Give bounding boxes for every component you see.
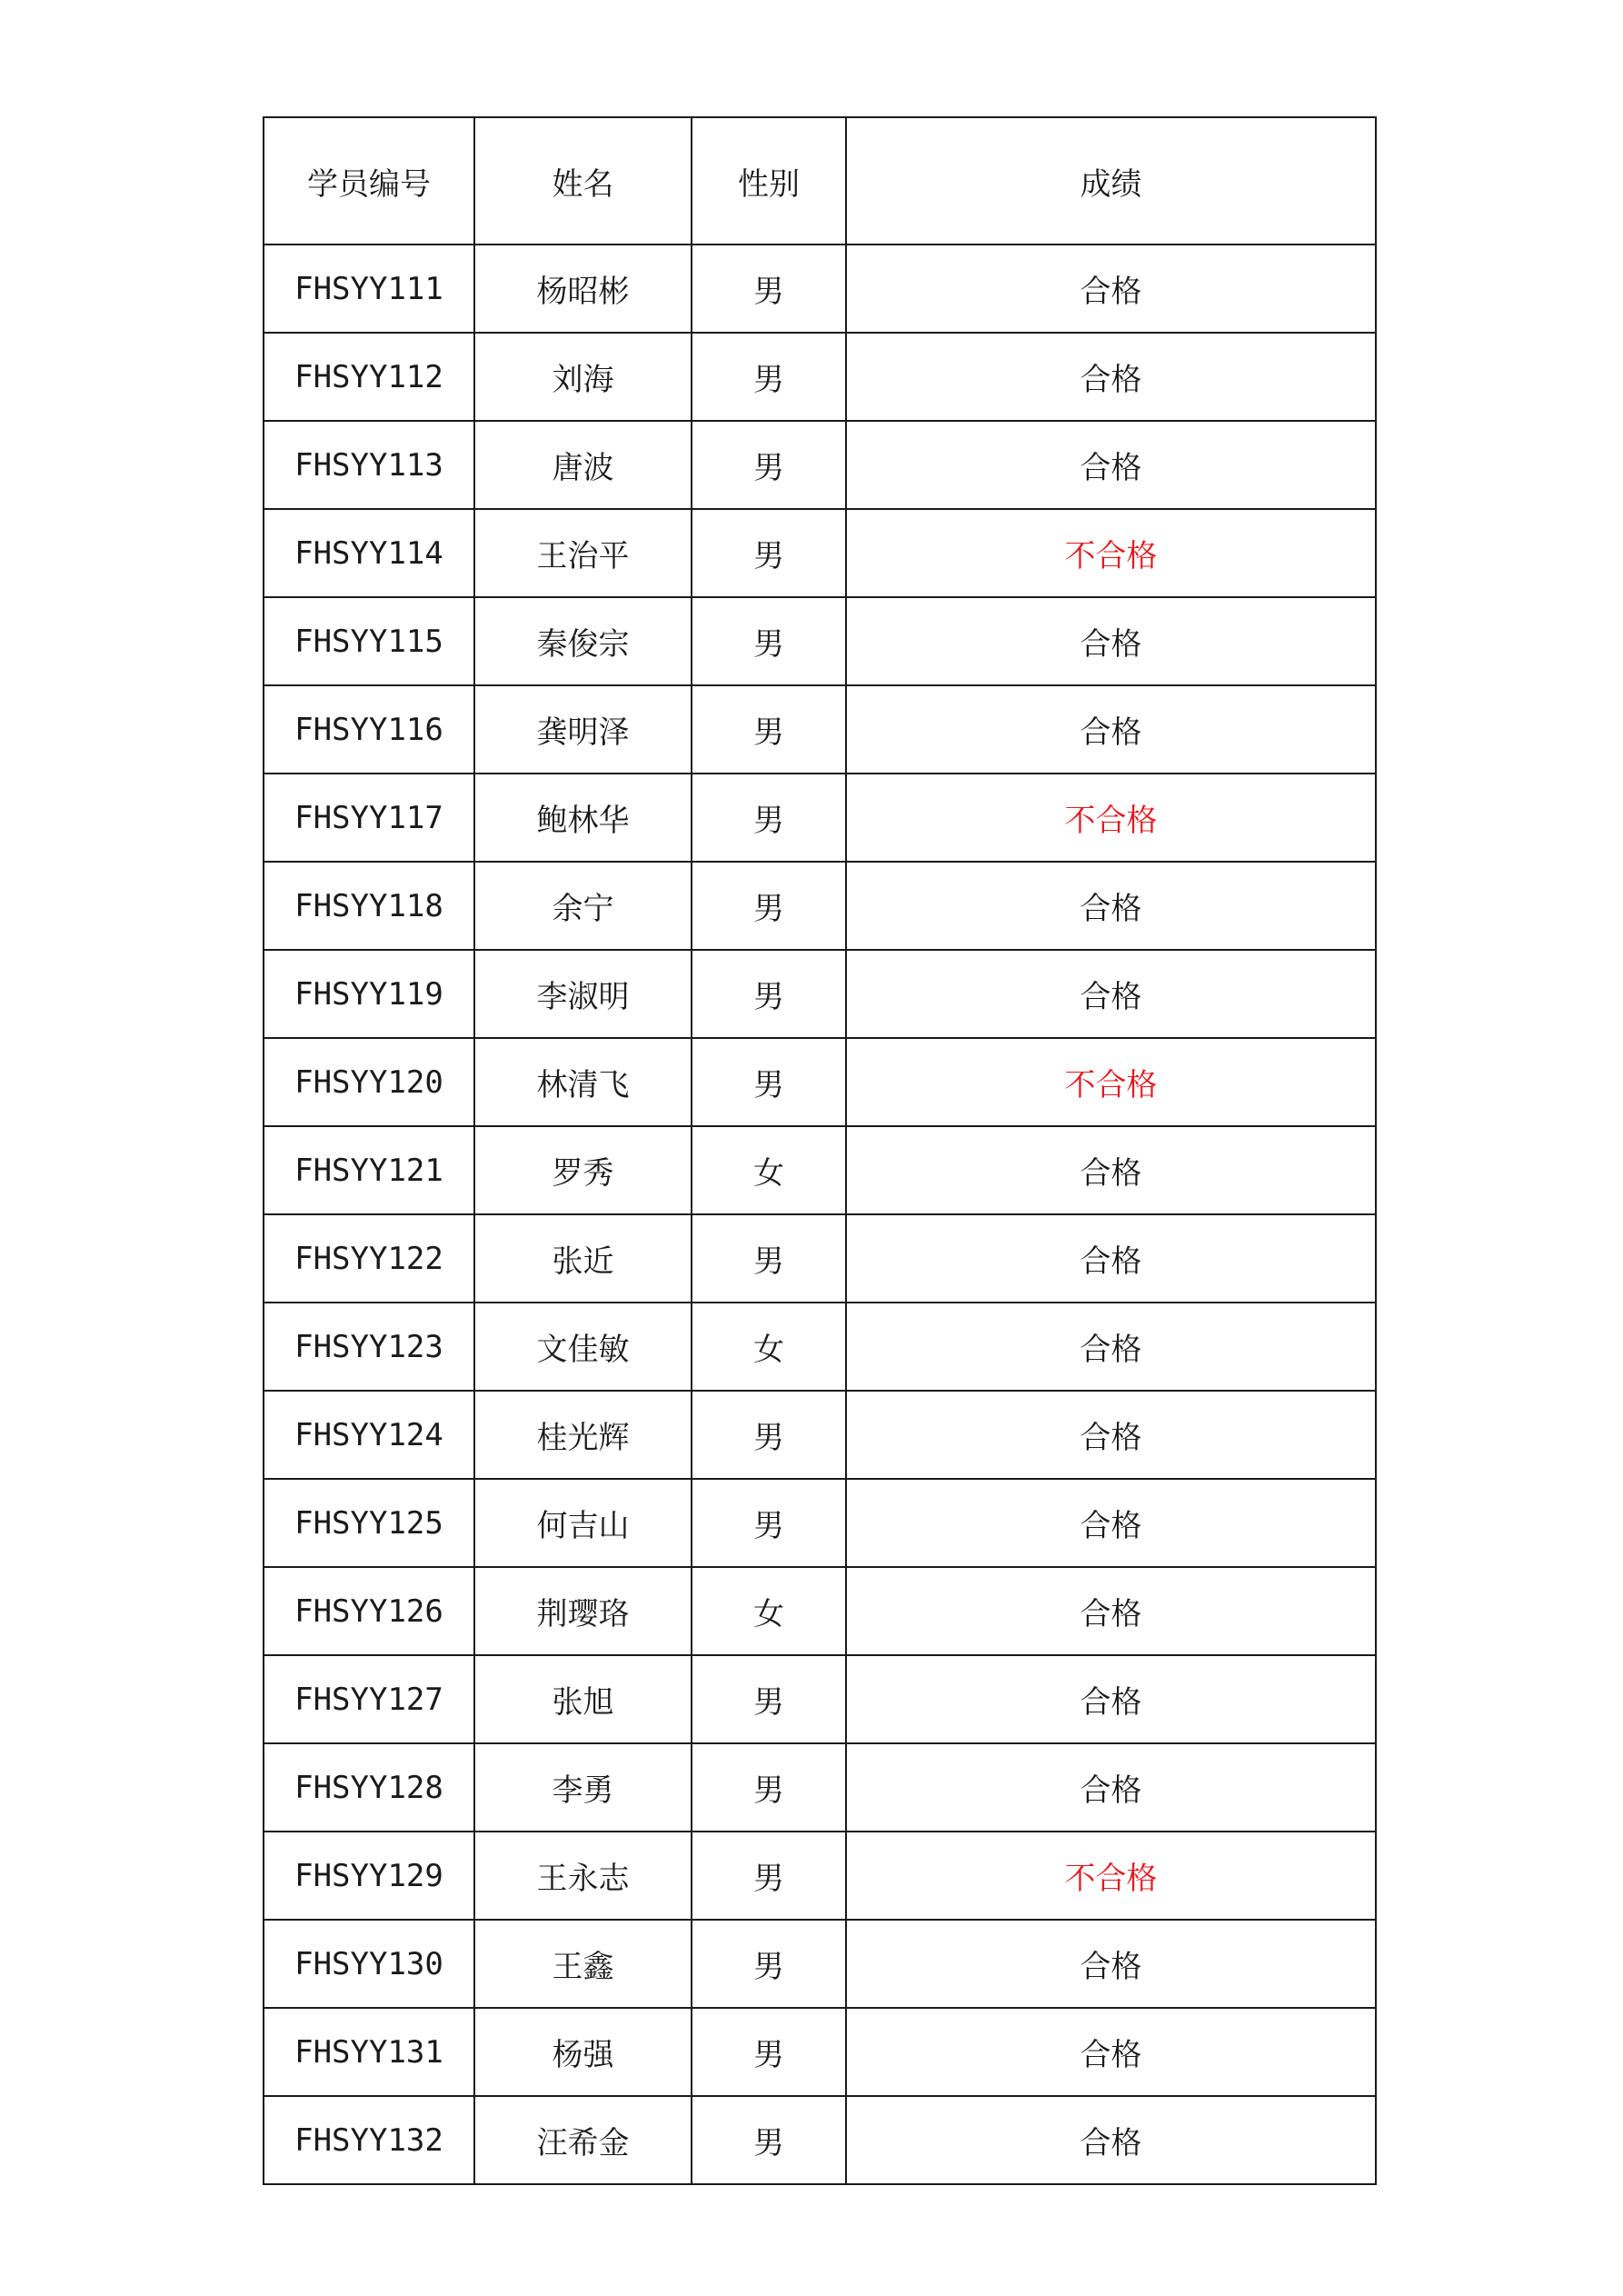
student-name-cell: 文佳敏 [474,1303,692,1391]
student-result-cell: 合格 [846,862,1376,950]
student-id-cell: FHSYY114 [264,509,474,597]
student-name-cell: 何吉山 [474,1479,692,1567]
student-gender-cell: 男 [692,1743,846,1832]
student-id-cell: FHSYY124 [264,1391,474,1479]
table-row [264,421,1376,509]
student-id-cell: FHSYY117 [264,774,474,862]
table-row [264,1303,1376,1391]
table-row [264,2008,1376,2096]
student-result-cell: 合格 [846,950,1376,1038]
student-name-cell: 秦俊宗 [474,597,692,685]
student-id-cell: FHSYY116 [264,685,474,774]
table-row [264,1214,1376,1303]
student-name-cell: 鲍林华 [474,774,692,862]
table-row [264,950,1376,1038]
student-gender-cell: 男 [692,685,846,774]
student-result-cell: 不合格 [846,1038,1376,1126]
student-name-cell: 王治平 [474,509,692,597]
student-name-cell: 张旭 [474,1655,692,1743]
student-result-cell: 合格 [846,1303,1376,1391]
table-body [264,245,1376,2184]
table-row [264,597,1376,685]
student-id-cell: FHSYY129 [264,1832,474,1920]
student-gender-cell: 男 [692,1479,846,1567]
student-id-cell: FHSYY126 [264,1567,474,1655]
student-result-cell: 合格 [846,1126,1376,1214]
student-name-cell: 桂光辉 [474,1391,692,1479]
header-gender: 性别 [692,117,846,245]
table-row [264,1479,1376,1567]
student-result-cell: 合格 [846,333,1376,421]
student-gender-cell: 男 [692,597,846,685]
student-gender-cell: 男 [692,509,846,597]
student-id-cell: FHSYY123 [264,1303,474,1391]
table-row [264,2096,1376,2184]
table-row [264,1567,1376,1655]
student-id-cell: FHSYY121 [264,1126,474,1214]
student-gender-cell: 男 [692,245,846,333]
student-result-cell: 不合格 [846,509,1376,597]
student-name-cell: 林清飞 [474,1038,692,1126]
student-gender-cell: 男 [692,421,846,509]
student-result-cell: 合格 [846,1391,1376,1479]
student-result-cell: 合格 [846,2008,1376,2096]
student-id-cell: FHSYY131 [264,2008,474,2096]
student-result-cell: 合格 [846,1214,1376,1303]
student-gender-cell: 男 [692,1391,846,1479]
table-row [264,509,1376,597]
student-id-cell: FHSYY128 [264,1743,474,1832]
student-gender-cell: 男 [692,2008,846,2096]
student-name-cell: 李勇 [474,1743,692,1832]
table-row [264,774,1376,862]
student-id-cell: FHSYY125 [264,1479,474,1567]
header-name: 姓名 [474,117,692,245]
table-row [264,1920,1376,2008]
student-name-cell: 王永志 [474,1832,692,1920]
table-row [264,685,1376,774]
student-result-cell: 合格 [846,685,1376,774]
student-name-cell: 余宁 [474,862,692,950]
student-gender-cell: 男 [692,1920,846,2008]
student-name-cell: 汪希金 [474,2096,692,2184]
student-name-cell: 杨昭彬 [474,245,692,333]
table-row [264,1655,1376,1743]
student-result-cell: 合格 [846,1567,1376,1655]
student-gender-cell: 男 [692,1832,846,1920]
student-name-cell: 荆璎珞 [474,1567,692,1655]
student-name-cell: 张近 [474,1214,692,1303]
table-row [264,1038,1376,1126]
header-student-id: 学员编号 [264,117,474,245]
student-gender-cell: 男 [692,862,846,950]
student-name-cell: 李淑明 [474,950,692,1038]
student-gender-cell: 男 [692,1038,846,1126]
table-row [264,862,1376,950]
student-id-cell: FHSYY115 [264,597,474,685]
student-result-cell: 合格 [846,1743,1376,1832]
student-result-cell: 合格 [846,597,1376,685]
student-result-cell: 合格 [846,421,1376,509]
student-name-cell: 杨强 [474,2008,692,2096]
student-result-cell: 合格 [846,245,1376,333]
student-result-cell: 合格 [846,2096,1376,2184]
student-gender-cell: 男 [692,2096,846,2184]
student-result-cell: 合格 [846,1479,1376,1567]
student-id-cell: FHSYY119 [264,950,474,1038]
student-id-cell: FHSYY122 [264,1214,474,1303]
student-gender-cell: 男 [692,333,846,421]
student-result-cell: 不合格 [846,774,1376,862]
student-gender-cell: 男 [692,1214,846,1303]
student-gender-cell: 男 [692,950,846,1038]
student-name-cell: 龚明泽 [474,685,692,774]
student-gender-cell: 女 [692,1126,846,1214]
student-id-cell: FHSYY111 [264,245,474,333]
student-id-cell: FHSYY130 [264,1920,474,2008]
student-result-cell: 合格 [846,1655,1376,1743]
student-name-cell: 罗秀 [474,1126,692,1214]
student-id-cell: FHSYY127 [264,1655,474,1743]
student-result-cell: 不合格 [846,1832,1376,1920]
student-gender-cell: 男 [692,1655,846,1743]
student-name-cell: 王鑫 [474,1920,692,2008]
header-result: 成绩 [846,117,1376,245]
header-row [264,117,1376,245]
student-id-cell: FHSYY120 [264,1038,474,1126]
student-gender-cell: 女 [692,1567,846,1655]
student-id-cell: FHSYY118 [264,862,474,950]
student-name-cell: 唐波 [474,421,692,509]
student-id-cell: FHSYY113 [264,421,474,509]
table-row [264,1391,1376,1479]
table-row [264,245,1376,333]
table-row [264,1832,1376,1920]
table-row [264,1126,1376,1214]
student-id-cell: FHSYY112 [264,333,474,421]
student-result-cell: 合格 [846,1920,1376,2008]
student-id-cell: FHSYY132 [264,2096,474,2184]
student-gender-cell: 男 [692,774,846,862]
table-row [264,333,1376,421]
student-gender-cell: 女 [692,1303,846,1391]
student-name-cell: 刘海 [474,333,692,421]
score-table [263,116,1377,2185]
table-row [264,1743,1376,1832]
